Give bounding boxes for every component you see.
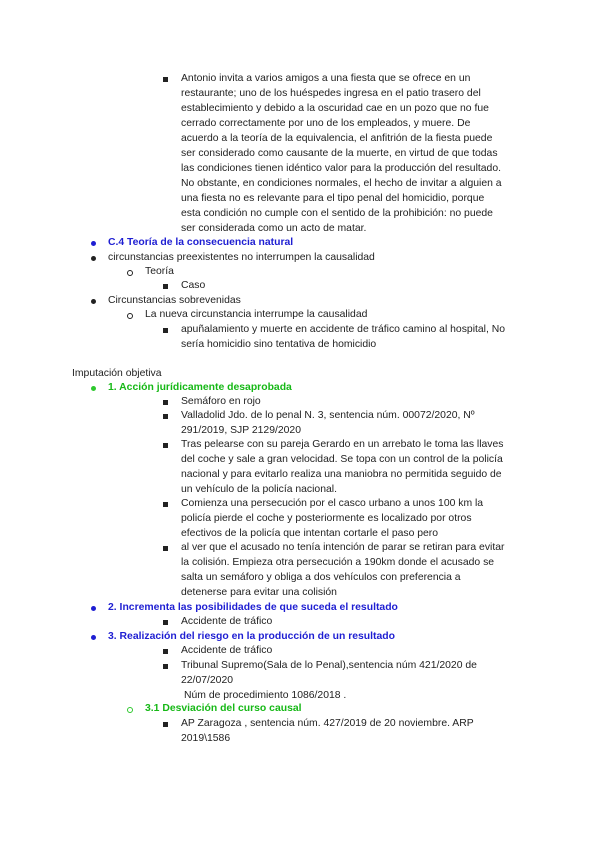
square-bullet-icon xyxy=(163,443,168,448)
list-item-continuation: nacional y para evitarlo realiza una maniobra no permitida seguido de xyxy=(181,469,502,480)
list-item: circunstancias preexistentes no interrumpen la causalidad xyxy=(108,252,375,263)
text-line: las condiciones tienen idéntico valor para la producción del resultado. xyxy=(181,163,501,174)
list-item-continuation: sería homicidio sino tentativa de homicidio xyxy=(181,339,377,350)
list-item: Caso xyxy=(181,280,206,291)
text-line: ser considerada como un acto de matar. xyxy=(181,223,367,234)
section-heading: 1. Acción jurídicamente desaprobada xyxy=(108,382,292,393)
bullet-icon xyxy=(91,241,96,246)
text-line: ser considerado como causante de la muerte, en virtud de que todas xyxy=(181,148,498,159)
list-item-continuation: 2019\1586 xyxy=(181,733,231,744)
bullet-icon xyxy=(91,606,96,611)
list-item-continuation: detenerse para evitar una colisión xyxy=(181,587,337,598)
circle-bullet-icon xyxy=(127,270,133,276)
text-line: establecimiento y debido a la oscuridad cae en un pozo que no fue xyxy=(181,103,489,114)
square-bullet-icon xyxy=(163,414,168,419)
list-item-continuation: 291/2019, SJP 2129/2020 xyxy=(181,425,301,436)
square-bullet-icon xyxy=(163,284,168,289)
list-item: Teoría xyxy=(145,266,174,277)
list-item: Valladolid Jdo. de lo penal N. 3, sentencia núm. 00072/2020, Nº xyxy=(181,410,475,421)
bullet-icon xyxy=(91,299,96,304)
square-bullet-icon xyxy=(163,546,168,551)
section-heading: 2. Incrementa las posibilidades de que suceda el resultado xyxy=(108,602,398,613)
list-item-continuation: 22/07/2020 xyxy=(181,675,234,686)
list-item: Semáforo en rojo xyxy=(181,396,261,407)
list-item: al ver que el acusado no tenía intención de parar se retiran para evitar xyxy=(181,542,505,553)
list-item: La nueva circunstancia interrumpe la causalidad xyxy=(145,309,368,320)
list-item-continuation: del coche y sale a gran velocidad. Se topa con un control de la policía xyxy=(181,454,503,465)
list-item: Tribunal Supremo(Sala de lo Penal),sentencia núm 421/2020 de xyxy=(181,660,477,671)
circle-bullet-icon xyxy=(127,313,133,319)
section-heading: C.4 Teoría de la consecuencia natural xyxy=(108,237,294,248)
list-item: Tras pelearse con su pareja Gerardo en un arrebato le toma las llaves xyxy=(181,439,504,450)
square-bullet-icon xyxy=(163,722,168,727)
section-title: Imputación objetiva xyxy=(72,368,162,379)
list-item: Comienza una persecución por el casco urbano a unos 100 km la xyxy=(181,498,484,509)
list-item: apuñalamiento y muerte en accidente de tráfico camino al hospital, No xyxy=(181,324,506,335)
text-line: restaurante; uno de los huéspedes ingresa en el patio trasero del xyxy=(181,88,481,99)
text-line: cerrado correctamente por uno de los empleados, y muere. De xyxy=(181,118,471,129)
list-item-continuation: Núm de procedimiento 1086/2018 . xyxy=(184,690,347,701)
text-line: una fiesta no es relevante para el tipo penal del homicidio, porque xyxy=(181,193,485,204)
bullet-icon xyxy=(91,256,96,261)
text-line: Antonio invita a varios amigos a una fiesta que se ofrece en un xyxy=(181,73,471,84)
list-item-continuation: salta un semáforo y obliga a dos vehículos con preferencia a xyxy=(181,572,461,583)
list-item: AP Zaragoza , sentencia núm. 427/2019 de 20 noviembre. ARP xyxy=(181,718,474,729)
bullet-icon xyxy=(91,635,96,640)
list-item: Accidente de tráfico xyxy=(181,616,273,627)
square-bullet-icon xyxy=(163,649,168,654)
list-item: Accidente de tráfico xyxy=(181,645,273,656)
square-bullet-icon xyxy=(163,664,168,669)
square-bullet-icon xyxy=(163,620,168,625)
list-item-continuation: policía pierde el coche y posteriormente es localizado por otros xyxy=(181,513,472,524)
subsection-heading: 3.1 Desviación del curso causal xyxy=(145,703,302,714)
text-line: esta condición no cumple con el sentido de la prohibición: no puede xyxy=(181,208,493,219)
text-line: No obstante, en condiciones normales, el hecho de invitar a alguien a xyxy=(181,178,502,189)
list-item-continuation: efectivos de la policía que intentan cortarle el paso pero xyxy=(181,528,439,539)
square-bullet-icon xyxy=(163,77,168,82)
square-bullet-icon xyxy=(163,400,168,405)
list-item: Circunstancias sobrevenidas xyxy=(108,295,241,306)
bullet-icon xyxy=(91,386,96,391)
list-item-continuation: la colisión. Empieza otra persecución a 190km donde el acusado se xyxy=(181,557,495,568)
square-bullet-icon xyxy=(163,328,168,333)
section-heading: 3. Realización del riesgo en la producción de un resultado xyxy=(108,631,395,642)
list-item-continuation: un vehículo de la policía nacional. xyxy=(181,484,337,495)
square-bullet-icon xyxy=(163,502,168,507)
text-line: acuerdo a la teoría de la equivalencia, el anfitrión de la fiesta puede xyxy=(181,133,493,144)
circle-bullet-icon xyxy=(127,707,133,713)
